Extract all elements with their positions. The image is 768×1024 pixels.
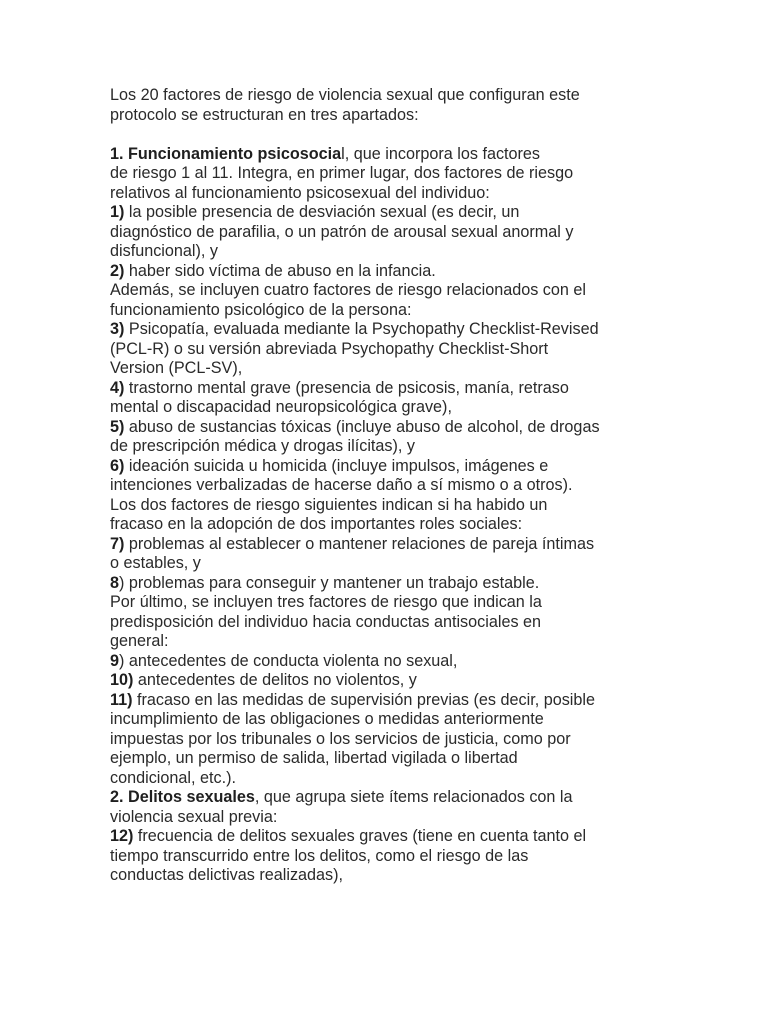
- section1-heading: [110, 145, 670, 165]
- item-11-cont: incumplimiento de las obligaciones o medidas anteriormente: [110, 710, 544, 728]
- item-number: 11): [110, 690, 133, 709]
- item-5: [110, 418, 670, 438]
- intro-line: Los 20 factores de riesgo de violencia sexual que configuran este: [110, 86, 580, 104]
- item-12-cont: tiempo transcurrido entre los delitos, como el riesgo de las: [110, 846, 529, 865]
- item-text: trastorno mental grave (presencia de psicosis, manía, retraso: [124, 378, 569, 397]
- paragraph-line: general:: [110, 632, 169, 650]
- item-text: frecuencia de delitos sexuales graves (tiene en cuenta tanto el: [133, 827, 587, 845]
- section1-heading-rest: l, que incorpora los factores: [341, 144, 541, 163]
- intro-line: protocolo se estructuran en tres apartados:: [110, 105, 419, 124]
- section1-heading-bold: 1. Funcionamiento psicosocia: [110, 144, 342, 163]
- item-number: 9: [110, 651, 120, 670]
- item-number: 6): [110, 456, 125, 475]
- item-12-cont: conductas delictivas realizadas),: [110, 866, 344, 884]
- item-3-cont: (PCL-R) o su versión abreviada Psychopathy Checklist-Short: [110, 339, 549, 358]
- paragraph-line: predisposición del individuo hacia conductas antisociales en: [110, 612, 542, 631]
- item-9: [110, 652, 670, 672]
- item-number: 4): [110, 378, 125, 397]
- item-7-cont: o estables, y: [110, 554, 201, 572]
- paragraph-line: Los dos factores de riesgo siguientes indican si ha habido un: [110, 495, 548, 514]
- item-1: [110, 203, 670, 223]
- item-12: [110, 827, 670, 847]
- item-11-cont: condicional, etc.).: [110, 768, 236, 787]
- item-3-cont: Version (PCL-SV),: [110, 359, 243, 377]
- item-number: 1): [110, 203, 125, 221]
- item-number: 3): [110, 320, 125, 338]
- item-2: [110, 262, 670, 282]
- item-10: [110, 671, 670, 691]
- section1-line: de riesgo 1 al 11. Integra, en primer lugar, dos factores de riesgo: [110, 164, 574, 182]
- paragraph-line: funcionamiento psicológico de la persona:: [110, 300, 412, 319]
- item-number: 12): [110, 827, 134, 845]
- item-text: la posible presencia de desviación sexual (es decir, un: [124, 203, 520, 221]
- item-text: ) antecedentes de conducta violenta no sexual,: [119, 651, 458, 670]
- item-number: 2): [110, 261, 125, 280]
- item-number: 5): [110, 417, 125, 436]
- item-number: 10): [110, 671, 134, 689]
- section2-heading-rest: , que agrupa siete ítems relacionados con la: [254, 788, 573, 806]
- document-body: [110, 86, 670, 886]
- item-6-cont: intenciones verbalizadas de hacerse daño a sí mismo o a otros).: [110, 476, 573, 494]
- item-number: 7): [110, 534, 125, 553]
- section2-heading-bold: 2. Delitos sexuales: [110, 788, 255, 806]
- item-4: [110, 379, 670, 399]
- section1-line: relativos al funcionamiento psicosexual del individuo:: [110, 183, 490, 202]
- item-8: [110, 574, 670, 594]
- item-11-cont: impuestas por los tribunales o los servicios de justicia, como por: [110, 729, 571, 748]
- item-text: problemas al establecer o mantener relaciones de pareja íntimas: [124, 534, 595, 553]
- item-1-cont: diagnóstico de parafilia, o un patrón de arousal sexual anormal y: [110, 222, 574, 241]
- item-text: ideación suicida u homicida (incluye impulsos, imágenes e: [124, 456, 549, 475]
- item-text: ) problemas para conseguir y mantener un trabajo estable.: [119, 573, 540, 592]
- paragraph-line: Por último, se incluyen tres factores de riesgo que indican la: [110, 593, 542, 611]
- item-11-cont: ejemplo, un permiso de salida, libertad vigilada o libertad: [110, 749, 518, 767]
- item-1-cont: disfuncional), y: [110, 242, 218, 260]
- item-11: [110, 691, 670, 711]
- section2-heading: [110, 788, 670, 808]
- item-text: antecedentes de delitos no violentos, y: [133, 671, 417, 689]
- paragraph-line: fracaso en la adopción de dos importantes roles sociales:: [110, 515, 523, 533]
- item-number: 8: [110, 573, 120, 592]
- item-6: [110, 457, 670, 477]
- item-4-cont: mental o discapacidad neuropsicológica grave),: [110, 398, 452, 416]
- item-5-cont: de prescripción médica y drogas ilícitas), y: [110, 437, 415, 455]
- section2-line: violencia sexual previa:: [110, 807, 278, 826]
- item-text: fracaso en las medidas de supervisión previas (es decir, posible: [132, 690, 595, 709]
- paragraph-gap: [110, 125, 670, 145]
- item-text: abuso de sustancias tóxicas (incluye abuso de alcohol, de drogas: [124, 417, 600, 436]
- item-text: Psicopatía, evaluada mediante la Psychopathy Checklist-Revised: [124, 320, 599, 338]
- item-text: haber sido víctima de abuso en la infancia.: [124, 261, 436, 280]
- paragraph-line: Además, se incluyen cuatro factores de riesgo relacionados con el: [110, 281, 586, 299]
- item-7: [110, 535, 670, 555]
- item-3: [110, 320, 670, 340]
